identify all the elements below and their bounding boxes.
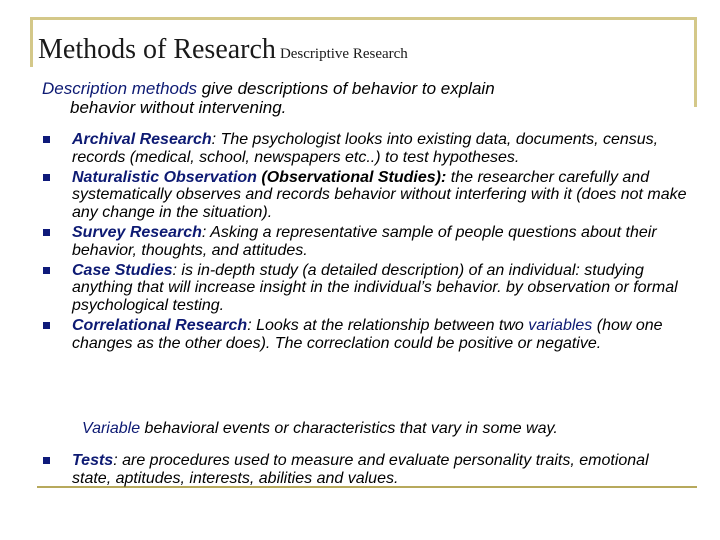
tests-item	[42, 452, 692, 487]
frame-top-line	[30, 17, 697, 20]
item-text: The psychologist looks into existing data, documents, census, records (medical, school, newspapers etc..) to test hypotheses.	[72, 131, 659, 166]
tests-term: Tests	[72, 452, 114, 469]
item-separator: :	[172, 261, 177, 279]
list-item	[42, 131, 692, 166]
methods-list	[42, 131, 692, 355]
item-separator: :	[211, 131, 217, 148]
list-item	[42, 317, 692, 352]
intro-line-2: behavior without intervening.	[70, 98, 287, 117]
title-subtitle: Descriptive Research	[279, 46, 408, 62]
frame-right-line	[694, 17, 697, 107]
item-term: Naturalistic Observation	[72, 168, 257, 186]
intro-paragraph	[42, 79, 682, 117]
square-bullet-icon	[43, 174, 50, 181]
square-bullet-icon	[43, 267, 50, 274]
item-text: Asking a representative sample of people questions about their behavior, thoughts, and attitudes.	[72, 223, 657, 259]
item-text-accent: variables	[528, 316, 593, 334]
intro-lead: Description methods	[42, 79, 197, 98]
variable-text: behavioral events or characteristics that vary in some way.	[140, 420, 558, 437]
frame-left-line	[30, 17, 33, 67]
item-text: is in-depth study (a detailed description) of an individual: studying anything that will increase insight in the individual’s behavior. by observation or formal psychological testing.	[72, 261, 678, 314]
item-term: Survey Research	[72, 223, 202, 241]
title-main: Methods of Research	[38, 34, 276, 65]
square-bullet-icon	[43, 322, 50, 329]
item-text: the researcher carefully and systematically observes and records behavior without interfering with it (does not make any change in the situation).	[72, 168, 687, 221]
square-bullet-icon	[43, 136, 50, 143]
list-item	[42, 169, 692, 222]
list-item	[42, 224, 692, 259]
item-term: Archival Research	[72, 131, 212, 148]
tests-separator: :	[113, 452, 118, 469]
variable-term: Variable	[82, 420, 141, 437]
variable-definition	[82, 420, 558, 438]
tests-text: are procedures used to measure and evaluate personality traits, emotional state, aptitudes, interests, abilities and values.	[72, 452, 649, 487]
item-term: Case Studies	[72, 261, 173, 279]
list-item	[42, 262, 692, 315]
square-bullet-icon	[43, 457, 50, 464]
item-separator: :	[201, 223, 207, 241]
square-bullet-icon	[43, 229, 50, 236]
slide-title	[38, 34, 408, 66]
item-text: Looks at the relationship between two	[251, 316, 529, 334]
item-separator: :	[247, 316, 252, 334]
intro-line-1: give descriptions of behavior to explain	[196, 79, 495, 98]
item-term: Correlational Research	[72, 316, 248, 334]
item-text-after: (how one changes as the other does). The correclation could be positive or negative.	[72, 316, 663, 352]
item-separator: (Observational Studies):	[256, 168, 447, 186]
